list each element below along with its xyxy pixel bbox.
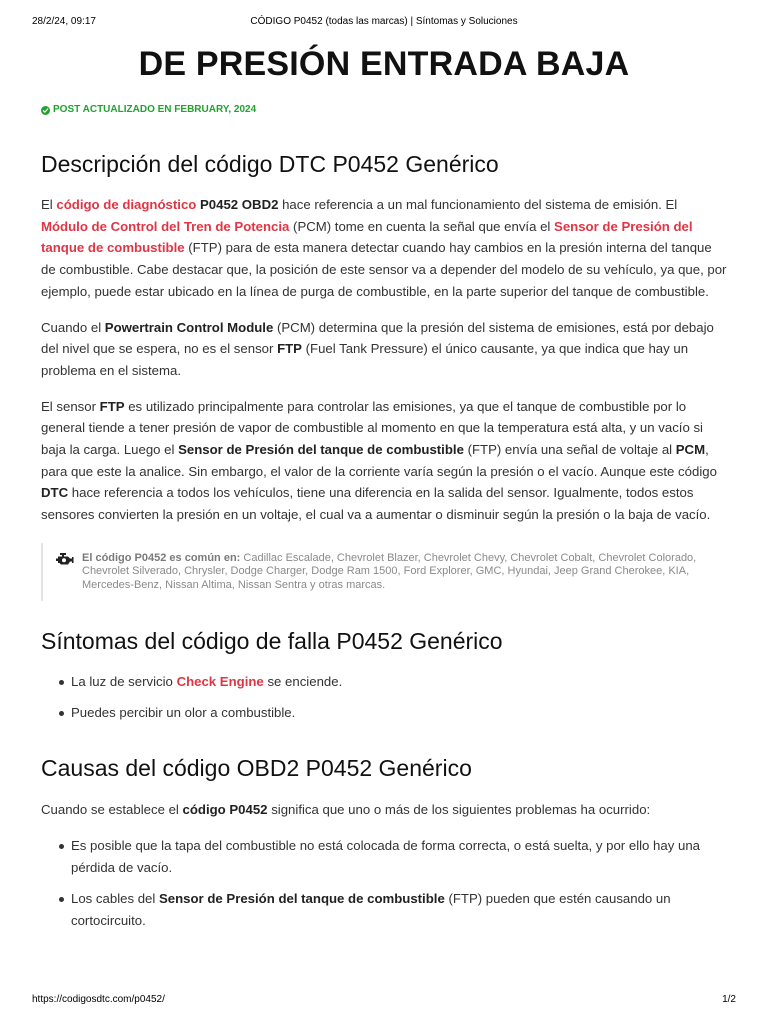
section-heading-descripcion: Descripción del código DTC P0452 Genérico [41,151,499,177]
section-heading-sintomas: Síntomas del código de falla P0452 Genérico [41,628,503,655]
bullet [59,897,64,902]
bold-dtc: DTC [41,485,69,501]
text: Los cables del [71,890,159,906]
print-datetime: 28/2/24, 09:17 [32,16,96,27]
bullet [59,680,64,685]
text: (FTP) envía una señal de voltaje al [463,442,676,458]
text: Puedes percibir un olor a combustible. [71,705,296,721]
bold-pcm: PCM [675,442,706,458]
check-circle-icon [41,106,50,115]
link-sensor-presion[interactable]: Sensor de Presión del tanque de combustible [41,218,693,256]
text: La luz de servicio [71,674,177,690]
bold-powertrain: Powertrain Control Module [104,319,274,335]
common-vehicles-note [41,543,727,602]
paragraph-causas-intro [41,799,727,821]
link-modulo-control[interactable]: Módulo de Control del Tren de Potencia [41,218,290,234]
print-url[interactable]: https://codigosdtc.com/p0452/ [32,994,165,1005]
paragraph-descripcion-1 [41,194,727,303]
bold-p0452-obd2: P0452 OBD2 [200,197,279,212]
text: (FTP) para de esta manera detectar cuando hay cambios en la presión interna del tanque de combustible. Cabe destacar que, la posición de este sensor va a depender del modelo de su vehículo, ya que, por ejemplo, puede estar ubicado en la línea de purga de combustible, en la parte superior del tanque de combustible. [41,240,727,299]
text: Cuando se establece el [41,801,183,817]
list-item [41,702,727,724]
link-codigo-diagnostico[interactable]: código de diagnóstico [56,197,197,212]
post-updated-badge [41,104,727,116]
list-item [41,835,727,878]
bullet [59,844,64,849]
text: , para que este la analice. Sin embargo, el valor de la corriente varía según la presión o el vacío. Aunque este código [41,442,717,479]
text: (Fuel Tank Pressure) el único causante, ya que indica que hay un problema en el sistema. [41,341,689,378]
bold-sensor-presion: Sensor de Presión del tanque de combustible [178,442,464,458]
bullet [59,711,64,716]
paragraph-descripcion-3 [41,396,727,526]
engine-icon [55,552,74,566]
page-number: 1/2 [722,994,736,1005]
text: (FTP) pueden que estén causando un cortocircuito. [71,890,671,928]
note-label: El código P0452 es común en: [82,551,241,564]
text: se enciende. [263,674,343,690]
print-header [32,16,736,30]
section-heading-causas: Causas del código OBD2 P0452 Genérico [41,754,472,781]
print-footer [32,994,736,1008]
article-content [41,40,727,931]
symptoms-list [41,671,727,723]
link-check-engine[interactable]: Check Engine [176,674,264,690]
text: (PCM) tome en cuenta la señal que envía el [289,218,555,234]
text: hace referencia a todos los vehículos, tiene una diferencia en la salida del sensor. Igualmente, todos estos sensores convierten la presión en un voltaje, el cual va a aumentar o disminuir según la presión o la baja de vacío. [41,485,711,523]
text: Es posible que la tapa del combustible no está colocada de forma correcta, o está suelta, y por ello hay una pérdida de vacío. [71,838,700,876]
text: hace referencia a un mal funcionamiento del sistema de emisión. El [278,197,678,212]
list-item [41,888,727,931]
text: significa que uno o más de los siguientes problemas ha ocurrido: [267,801,651,817]
note-text: Cadillac Escalade, Chevrolet Blazer, Chevrolet Chevy, Chevrolet Cobalt, Chevrolet Colorado, Chevrolet Silverado, Chrysler, Dodge Charger, Dodge Ram 1500, Ford Explorer, GMC, Hyundai, Jeep Grand Cherokee, KIA, Mercedes-Benz, Nissan Altima, Nissan Sentra y otras marcas. [82,551,697,591]
bold-codigo-p0452: código P0452 [182,801,268,817]
page-title: DE PRESIÓN ENTRADA BAJA [138,45,630,83]
bold-ftp: FTP [277,341,302,357]
bold-sensor-presion: Sensor de Presión del tanque de combustible [158,890,445,906]
list-item [41,671,727,693]
text: El sensor [41,398,100,414]
text: (PCM) determina que la presión del sistema de emisiones, está por debajo del nivel que se espera, no es el sensor [41,319,714,357]
causes-list [41,835,727,931]
post-updated-text: POST ACTUALIZADO EN FEBRUARY, 2024 [53,104,257,115]
text: Cuando el [41,319,105,335]
text: es utilizado principalmente para controlar las emisiones, ya que el tanque de combustible por lo general tiende a tener presión de vapor de combustible al momento en que la temperatura está alta, y un vacío si baja la carga. Luego el [41,398,703,458]
print-doc-title: CÓDIGO P0452 (todas las marcas) | Síntomas y Soluciones [250,16,518,27]
paragraph-descripcion-2 [41,317,727,382]
bold-ftp: FTP [99,398,125,414]
text: El [41,197,57,212]
